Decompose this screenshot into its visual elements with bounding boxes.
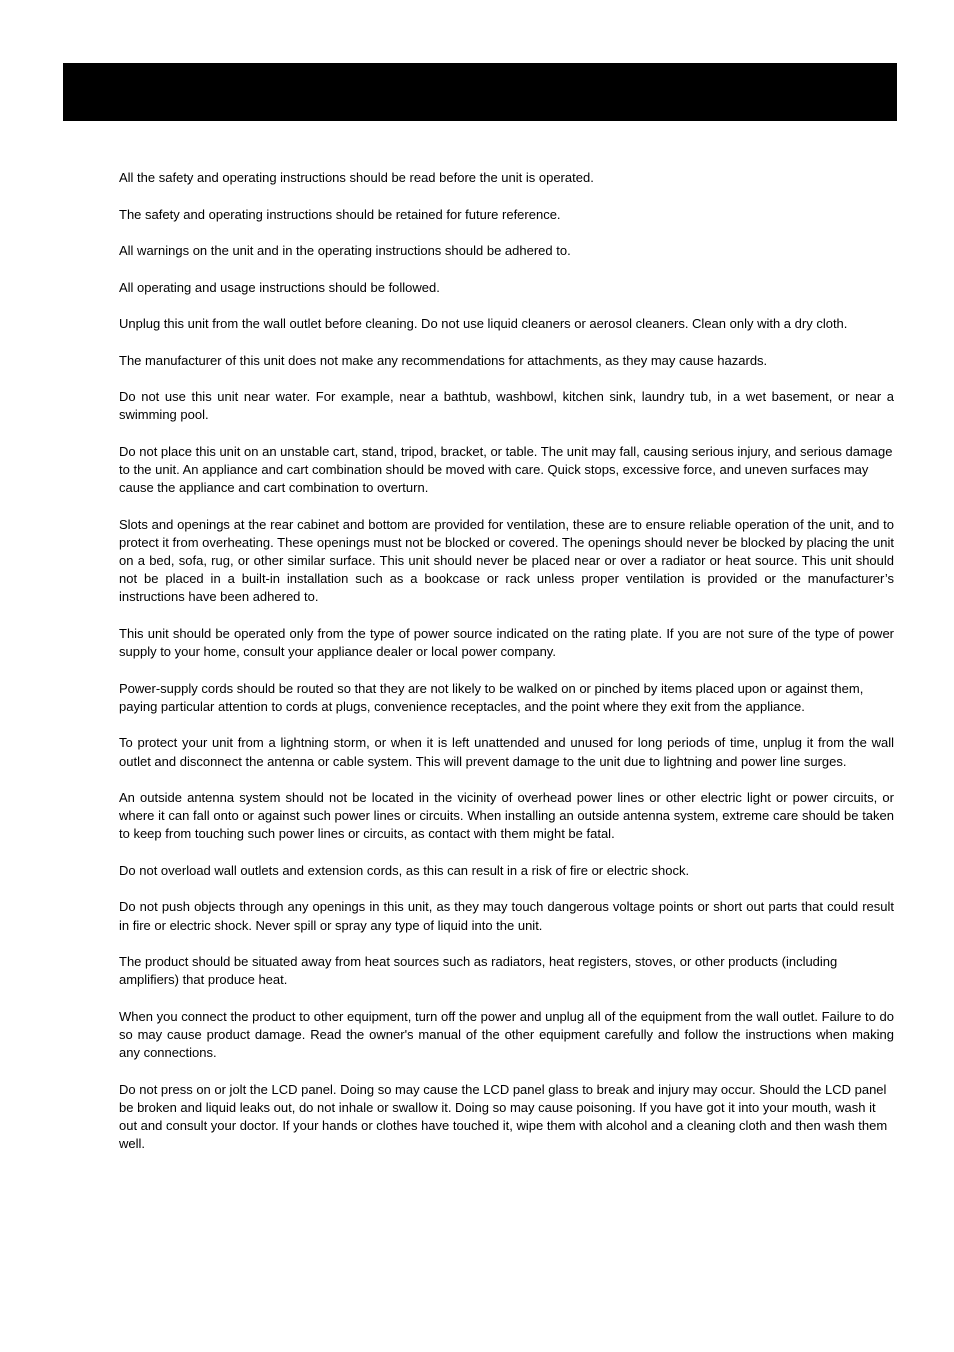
- instruction-paragraph: Unplug this unit from the wall outlet before cleaning. Do not use liquid cleaners or aerosol cleaners. Clean only with a dry cloth.: [119, 316, 848, 331]
- instruction-paragraph: The product should be situated away from heat sources such as radiators, heat registers, stoves, or other products (including amplifiers) that produce heat.: [119, 954, 838, 988]
- instruction-paragraph: The manufacturer of this unit does not make any recommendations for attachments, as they may cause hazards.: [119, 352, 768, 368]
- instruction-paragraph: All operating and usage instructions should be followed.: [119, 279, 440, 295]
- instruction-paragraph: Do not press on or jolt the LCD panel. Doing so may cause the LCD panel glass to break and injury may occur. Should the LCD panel be broken and liquid leaks out, do not inhale or swallow it. Doing so may cause poisoning. If you have got it into your mouth, wash it out and consult your doctor. If your hands or clothes have touched it, wipe them with alcohol and a cleaning cloth and then wash them well.: [119, 1081, 888, 1152]
- instruction-paragraph: Slots and openings at the rear cabinet and bottom are provided for ventilation, these are to ensure reliable operation of the unit, and to protect it from overheating. These openings must not be blocked or covered. The openings should never be blocked by placing the unit on a bed, sofa, rug, or other similar surface. This unit should never be placed near or over a radiator or heat source. This unit should not be placed in a built-in installation such as a bookcase or rack unless proper ventilation is provided or the manufacturer’s instructions have been adhered to.: [119, 516, 894, 605]
- instruction-paragraph: An outside antenna system should not be located in the vicinity of overhead power lines or other electric light or power circuits, or where it can fall onto or against such power lines or circuits. When installing an outside antenna system, extreme care should be taken to keep from touching such power lines or circuits, as contact with them might be fatal.: [119, 790, 894, 842]
- instruction-paragraph: When you connect the product to other equipment, turn off the power and unplug all of the equipment from the wall outlet. Failure to do so may cause product damage. Read the owner's manual of the other equipment carefully and follow the instructions when making any connections.: [119, 1008, 894, 1061]
- instruction-paragraph: Power-supply cords should be routed so that they are not likely to be walked on or pinched by items placed upon or against them, paying particular attention to cords at plugs, convenience receptacles, and the point where they exit from the appliance.: [119, 680, 864, 714]
- safety-instructions: [119, 169, 894, 1172]
- instruction-paragraph: To protect your unit from a lightning storm, or when it is left unattended and unused for long periods of time, unplug it from the wall outlet and disconnect the antenna or cable system. This will prevent damage to the unit due to lightning and power line surges.: [119, 735, 894, 769]
- instruction-paragraph: Do not push objects through any openings in this unit, as they may touch dangerous voltage points or short out parts that could result in fire or electric shock. Never spill or spray any type of liquid into the unit.: [119, 899, 894, 933]
- instruction-paragraph: The safety and operating instructions should be retained for future reference.: [119, 206, 561, 222]
- instruction-paragraph: All warnings on the unit and in the operating instructions should be adhered to.: [119, 243, 571, 258]
- header-bar: [63, 63, 897, 121]
- instruction-paragraph: Do not place this unit on an unstable cart, stand, tripod, bracket, or table. The unit may fall, causing serious injury, and serious damage to the unit. An appliance and cart combination should be moved with care. Quick stops, excessive force, and uneven surfaces may cause the appliance and cart combination to overturn.: [119, 443, 893, 496]
- instruction-paragraph: All the safety and operating instructions should be read before the unit is operated.: [119, 170, 594, 185]
- instruction-paragraph: This unit should be operated only from the type of power source indicated on the rating plate. If you are not sure of the type of power supply to your home, consult your appliance dealer or local power company.: [119, 625, 894, 660]
- instruction-paragraph: Do not overload wall outlets and extension cords, as this can result in a risk of fire or electric shock.: [119, 862, 690, 878]
- instruction-paragraph: Do not use this unit near water. For example, near a bathtub, washbowl, kitchen sink, laundry tub, in a wet basement, or near a swimming pool.: [119, 389, 894, 423]
